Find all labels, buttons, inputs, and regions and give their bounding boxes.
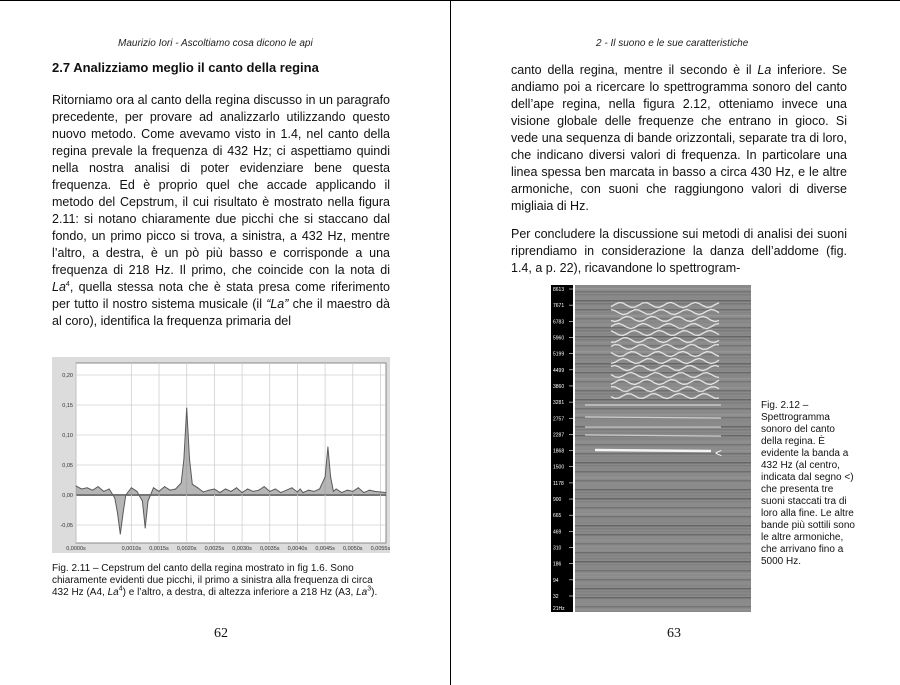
frequency-label: 3860 <box>553 383 565 390</box>
data-point <box>308 490 309 491</box>
texture-row <box>575 525 751 527</box>
texture-row <box>575 498 751 500</box>
data-point <box>117 513 118 514</box>
x-tick-label: 0,0010s <box>121 546 142 552</box>
y-tick-label: 0,05 <box>62 463 73 469</box>
texture-row <box>575 603 751 605</box>
texture-row <box>575 540 751 542</box>
data-point <box>131 487 132 488</box>
texture-row <box>575 465 751 467</box>
data-point <box>297 492 298 493</box>
texture-row <box>575 510 751 512</box>
data-point <box>386 492 387 493</box>
texture-row <box>575 447 751 449</box>
texture-row <box>575 528 751 530</box>
texture-row <box>575 585 751 587</box>
data-point <box>300 489 301 490</box>
text-run: che il maestro dà al coro), identifica la frequenza primaria del <box>52 297 390 328</box>
text-run: canto della regina, mentre il secondo è il <box>511 63 758 77</box>
data-point <box>302 492 303 493</box>
caption-sup: 3 <box>367 585 372 593</box>
x-tick-label: 0,0045s <box>315 546 335 552</box>
data-point <box>120 534 121 535</box>
figure-caption-2-11 <box>52 563 392 599</box>
texture-row <box>575 549 751 551</box>
spectrogram-figure <box>551 285 751 612</box>
text-run: inferiore. Se andiamo poi a ricercare lo spettrogramma sonoro del canto dell’ape regina, nella figura 2.12, otteniamo invece una visione globale delle frequenze che entrano in gioco. Si vede una sequenza di bande orizzontali, separate tra di loro, che indicano diversi valori di frequenza. In particolare una linea spessa ben marcata in basso a circa 430 Hz, e le altre armoniche, con suoni che raggiungono valori di diverse migliaia di Hz. <box>511 63 847 213</box>
texture-row <box>575 291 751 293</box>
frequency-label: 21Hz <box>553 606 565 612</box>
data-point <box>258 490 259 491</box>
x-tick-label: 0,0050s <box>342 546 363 552</box>
x-tick-label: 0,0015s <box>149 546 169 552</box>
texture-row <box>575 477 751 479</box>
texture-row <box>575 600 751 602</box>
data-point <box>197 487 198 488</box>
texture-row <box>575 339 751 341</box>
frequency-label: 8613 <box>553 287 565 293</box>
texture-row <box>575 582 751 584</box>
texture-row <box>575 576 751 578</box>
section-title: 2.7 Analizziamo meglio il canto della regina <box>52 60 319 75</box>
data-point <box>170 490 171 491</box>
texture-row <box>575 381 751 383</box>
data-point <box>247 489 248 490</box>
texture-row <box>575 348 751 350</box>
texture-row <box>575 456 751 458</box>
texture-row <box>575 516 751 518</box>
data-point <box>330 477 331 478</box>
frequency-label: 1500 <box>553 464 565 471</box>
running-head-right: 2 - Il suono e le sue caratteristiche <box>596 38 749 49</box>
data-point <box>87 487 88 488</box>
data-point <box>358 487 359 488</box>
main-432hz-band <box>595 450 711 451</box>
data-point <box>109 489 110 490</box>
texture-row <box>575 606 751 608</box>
frequency-label: 7671 <box>553 303 565 310</box>
texture-row <box>575 312 751 314</box>
data-point <box>219 492 220 493</box>
data-point <box>92 490 93 491</box>
data-point <box>314 491 315 492</box>
texture-row <box>575 462 751 464</box>
texture-row <box>575 459 751 461</box>
texture-row <box>575 537 751 539</box>
texture-row <box>575 315 751 317</box>
texture-row <box>575 333 751 335</box>
frequency-label: 2757 <box>553 416 565 423</box>
texture-row <box>575 546 751 548</box>
note-la: La <box>52 280 66 294</box>
texture-row <box>575 384 751 386</box>
data-point <box>98 486 99 487</box>
data-point <box>142 501 143 502</box>
texture-row <box>575 519 751 521</box>
texture-row <box>575 489 751 491</box>
texture-row <box>575 570 751 572</box>
data-point <box>103 491 104 492</box>
quoted-la: “La” <box>266 297 289 311</box>
texture-row <box>575 573 751 575</box>
x-tick-label: 0,0055s <box>370 546 390 552</box>
data-point <box>286 490 287 491</box>
data-point <box>136 491 137 492</box>
frequency-label: 900 <box>553 497 562 504</box>
texture-row <box>575 369 751 371</box>
data-point <box>275 489 276 490</box>
data-point <box>347 490 348 491</box>
texture-row <box>575 327 751 329</box>
y-tick-label: 0,20 <box>62 373 73 379</box>
x-tick-label: 0,0025s <box>204 546 225 552</box>
texture-row <box>575 579 751 581</box>
texture-row <box>575 495 751 497</box>
frequency-label: 5960 <box>553 335 565 342</box>
texture-row <box>575 567 751 569</box>
texture-row <box>575 420 751 422</box>
texture-row <box>575 561 751 563</box>
texture-row <box>575 372 751 374</box>
data-point <box>181 483 182 484</box>
texture-row <box>575 504 751 506</box>
y-tick-label: 0,10 <box>62 433 73 439</box>
frequency-label: 6783 <box>553 319 565 326</box>
texture-row <box>575 438 751 440</box>
data-point <box>236 487 237 488</box>
data-point <box>231 491 232 492</box>
texture-row <box>575 318 751 320</box>
texture-row <box>575 429 751 431</box>
x-tick-label: 0,0030s <box>232 546 252 552</box>
data-point <box>186 408 187 409</box>
data-point <box>147 501 148 502</box>
y-tick-label: -0,05 <box>60 523 73 529</box>
texture-row <box>575 486 751 488</box>
texture-row <box>575 534 751 536</box>
texture-row <box>575 432 751 434</box>
texture-row <box>575 297 751 299</box>
frequency-label: 665 <box>553 513 562 520</box>
texture-row <box>575 597 751 599</box>
texture-row <box>575 288 751 290</box>
data-point <box>153 487 154 488</box>
data-point <box>336 489 337 490</box>
cepstrum-figure <box>52 357 390 553</box>
texture-row <box>575 492 751 494</box>
data-point <box>325 477 326 478</box>
texture-row <box>575 564 751 566</box>
data-point <box>114 498 115 499</box>
data-point <box>145 528 146 529</box>
body-paragraph-left <box>52 92 390 330</box>
text-run: Ritorniamo ora al canto della regina discusso in un paragrafo precedente, per provare ad analizzarlo utilizzando questo nuovo metodo. Come avevamo visto in 1.4, nel canto della regina prevale la frequenza di 432 Hz; ci aspettiamo quindi nella nostra analisi di poter evidenziare bene questa frequenza. Ed è proprio quel che accade applicando il metodo del Cepstrum, il cui risultato è mostrato nella figura 2.11: si notano chiaramente due picchi che si staccano dal fondo, un primo picco si trova, a sinistra, a 432 Hz, mentre l’altro, a destra, è un pò più basso e corrisponde a una frequenza di 218 Hz. Il primo, che coincide con la nota di <box>52 93 390 277</box>
data-point <box>269 491 270 492</box>
caption-run: ) e l’altro, a destra, di altezza inferiore a 218 Hz (A3, <box>122 587 357 598</box>
data-point <box>214 489 215 490</box>
texture-row <box>575 303 751 305</box>
data-point <box>242 492 243 493</box>
texture-row <box>575 474 751 476</box>
running-head-left: Maurizio Iori - Ascoltiamo cosa dicono le api <box>118 38 313 49</box>
data-point <box>374 491 375 492</box>
data-point <box>327 447 328 448</box>
data-point <box>189 459 190 460</box>
caption-note: La <box>356 587 368 598</box>
frequency-label: 32 <box>553 594 559 600</box>
texture-row <box>575 441 751 443</box>
frequency-label: 4499 <box>553 367 565 374</box>
texture-row <box>575 609 751 611</box>
figure-caption-2-12: Fig. 2.12 – Spettrogramma sonoro del canto della regina. È evidente la banda a 432 Hz (al centro, indicata dal segno <) che presenta tre suoni staccati tra di loro alla fine. Le altre bande più sottili sono le altre armoniche, che arrivano fino a 5000 Hz. <box>761 400 855 567</box>
texture-row <box>575 360 751 362</box>
data-point <box>380 492 381 493</box>
frequency-label: 310 <box>553 545 562 552</box>
texture-row <box>575 591 751 593</box>
texture-row <box>575 468 751 470</box>
x-tick-label: 0,0035s <box>259 546 280 552</box>
data-point <box>208 490 209 491</box>
texture-row <box>575 300 751 302</box>
caption-sup: 4 <box>118 585 123 593</box>
texture-row <box>575 444 751 446</box>
frequency-label: 5199 <box>553 351 565 358</box>
data-point <box>319 489 320 490</box>
texture-row <box>575 513 751 515</box>
data-point <box>175 489 176 490</box>
frequency-label: 1868 <box>553 448 565 455</box>
x-tick-label: 0,0000s <box>66 546 86 552</box>
frequency-label: 3281 <box>553 400 565 407</box>
texture-row <box>575 531 751 533</box>
data-point <box>363 492 364 493</box>
texture-row <box>575 453 751 455</box>
texture-row <box>575 471 751 473</box>
y-tick-label: 0,15 <box>62 403 73 409</box>
texture-row <box>575 399 751 401</box>
texture-row <box>575 393 751 395</box>
texture-row <box>575 351 751 353</box>
texture-row <box>575 423 751 425</box>
frequency-label: 1178 <box>553 480 564 487</box>
data-point <box>352 491 353 492</box>
texture-row <box>575 480 751 482</box>
texture-row <box>575 555 751 557</box>
note-la: La <box>757 63 772 77</box>
page-number-right: 63 <box>667 626 681 641</box>
data-point <box>280 492 281 493</box>
data-point <box>183 459 184 460</box>
data-point <box>125 495 126 496</box>
texture-row <box>575 522 751 524</box>
texture-row <box>575 285 751 287</box>
body-paragraph-right-2: Per concludere la discussione sui metodi di analisi dei suoni riprendiamo in considerazione la danza dell’addome (fig. 1.4, a p. 22), ricavandone lo spettrogram- <box>511 227 847 275</box>
texture-row <box>575 390 751 392</box>
texture-row <box>575 354 751 356</box>
data-point <box>341 492 342 493</box>
data-point <box>264 486 265 487</box>
data-point <box>253 491 254 492</box>
page-number-left: 62 <box>214 626 228 641</box>
x-tick-label: 0,0020s <box>176 546 197 552</box>
data-point <box>159 491 160 492</box>
note-superscript: 4 <box>65 280 70 288</box>
x-tick-label: 0,0040s <box>287 546 308 552</box>
y-tick-label: 0,00 <box>62 493 73 499</box>
data-point <box>369 490 370 491</box>
data-point <box>164 486 165 487</box>
frequency-label: 469 <box>553 529 562 536</box>
texture-row <box>575 501 751 503</box>
texture-row <box>575 483 751 485</box>
data-point <box>76 486 77 487</box>
data-point <box>291 487 292 488</box>
texture-row <box>575 294 751 296</box>
band-marker: < <box>715 446 723 460</box>
texture-row <box>575 552 751 554</box>
texture-row <box>575 408 751 410</box>
data-point <box>333 491 334 492</box>
data-point <box>123 513 124 514</box>
texture-row <box>575 558 751 560</box>
cepstrum-chart <box>52 357 390 553</box>
frequency-label: 94 <box>553 577 559 584</box>
right-page <box>451 0 900 685</box>
caption-note: La <box>107 587 119 598</box>
data-point <box>225 489 226 490</box>
texture-row <box>575 357 751 359</box>
data-point <box>203 492 204 493</box>
caption-run: Fig. 2.11 – Cepstrum del canto della regina mostrato in fig 1.6. Sono chiaramente evidenti due picchi, il primo a sinistra alla frequenza di circa 432 Hz (A4, <box>52 563 373 598</box>
data-point <box>192 484 193 485</box>
texture-row <box>575 588 751 590</box>
texture-row <box>575 414 751 416</box>
texture-row <box>575 543 751 545</box>
texture-row <box>575 378 751 380</box>
texture-row <box>575 594 751 596</box>
caption-run: ). <box>371 587 378 598</box>
texture-row <box>575 336 751 338</box>
body-paragraph-right-1 <box>511 62 847 215</box>
texture-row <box>575 411 751 413</box>
texture-row <box>575 507 751 509</box>
texture-row <box>575 402 751 404</box>
text-run: , quella stessa nota che è stata presa come riferimento per tutto il nostro sistema musicale (il <box>52 280 390 311</box>
data-point <box>81 489 82 490</box>
frequency-label: 186 <box>553 561 562 568</box>
frequency-label: 2287 <box>553 432 565 439</box>
